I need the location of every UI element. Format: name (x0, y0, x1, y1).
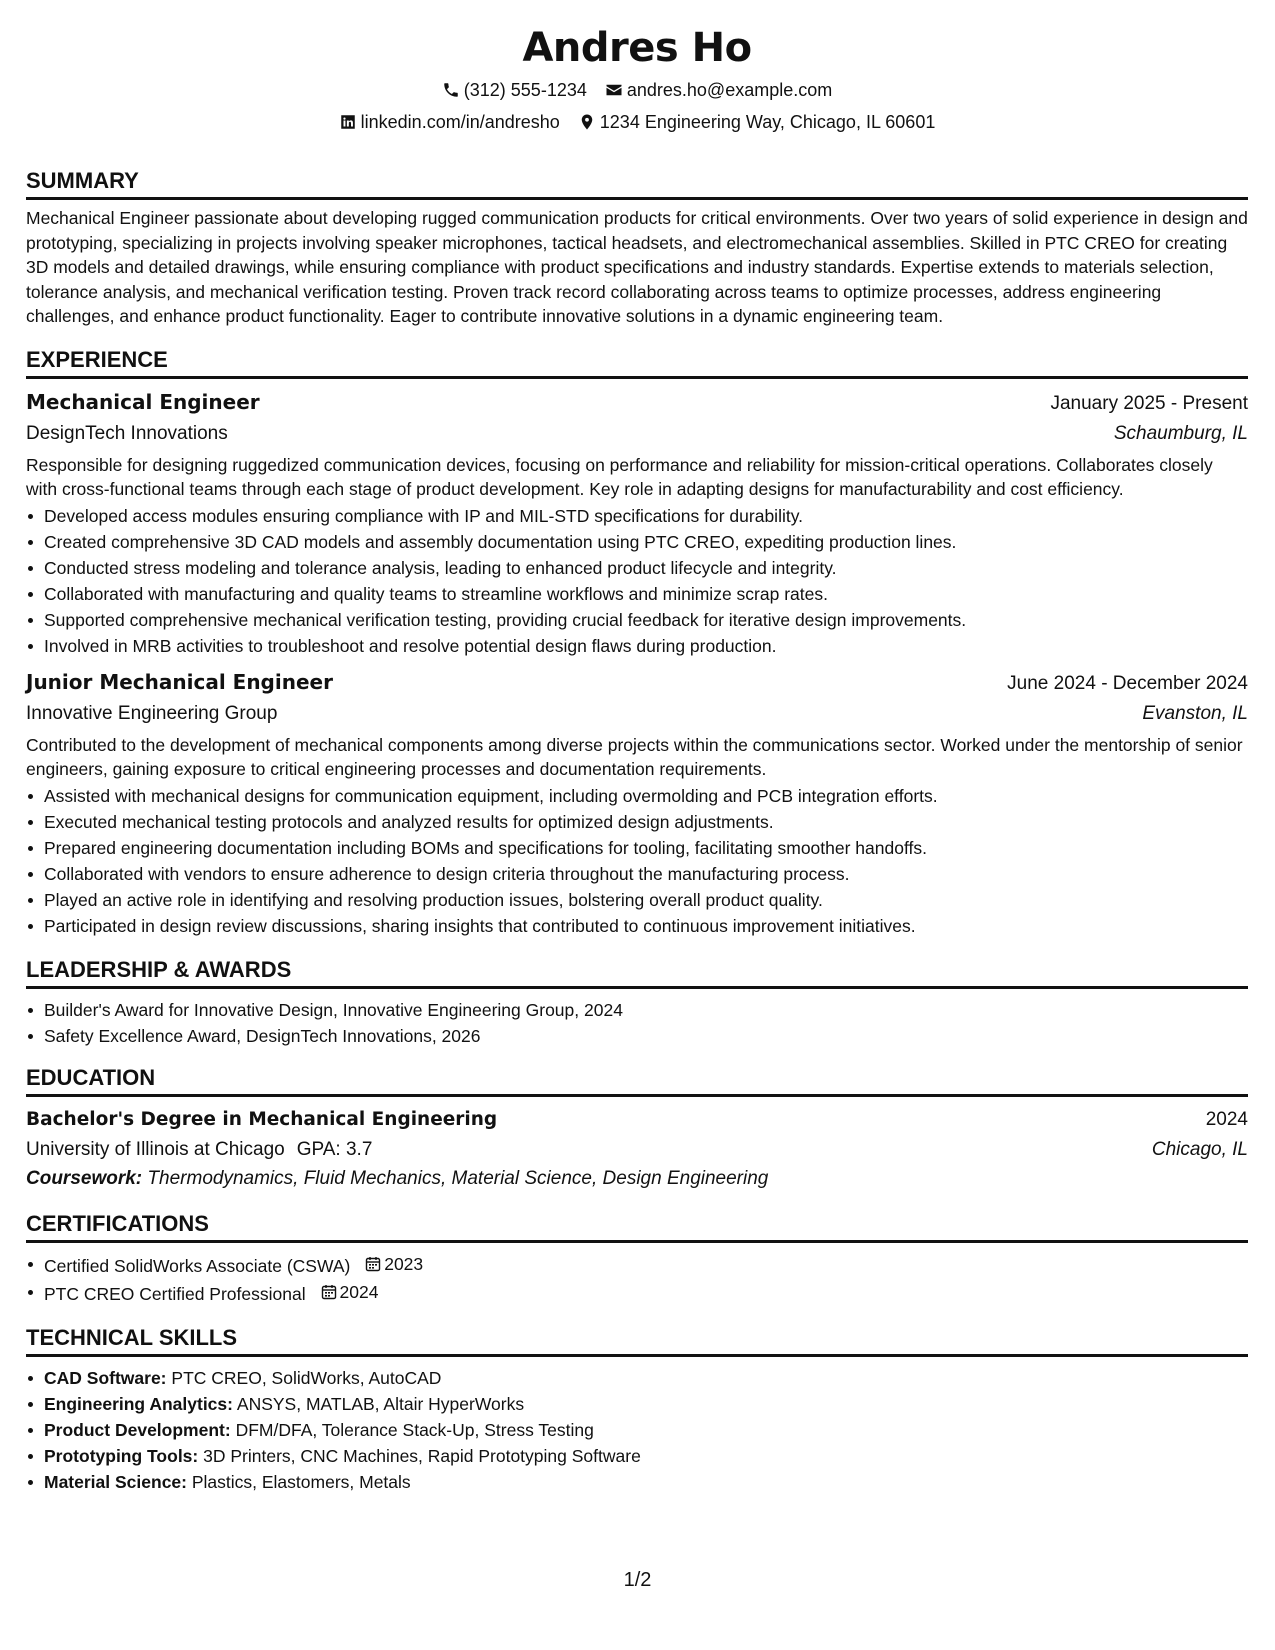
calendar-icon (321, 1284, 337, 1300)
list-item: Collaborated with vendors to ensure adherence to design criteria throughout the manufacturing process. (44, 861, 1248, 887)
phone-icon (442, 81, 460, 99)
page-number: 1/2 (623, 1569, 652, 1591)
section-title-education: EDUCATION (26, 1065, 1248, 1097)
list-item (44, 1417, 1248, 1443)
calendar-icon (365, 1256, 381, 1272)
certifications-list (26, 1251, 1248, 1307)
list-item (44, 1279, 1248, 1307)
job-location: Evanston, IL (1142, 702, 1248, 724)
skills-section (26, 1325, 1248, 1495)
contact-address (578, 110, 936, 134)
section-title-experience: EXPERIENCE (26, 347, 1248, 379)
skill-category: Product Development: (44, 1419, 231, 1440)
job-location: Schaumburg, IL (1113, 422, 1248, 444)
list-item (44, 1251, 1248, 1279)
section-title-skills: TECHNICAL SKILLS (26, 1325, 1248, 1357)
education-section (26, 1065, 1248, 1193)
job-dates: June 2024 - December 2024 (1007, 672, 1248, 694)
contact-row-1 (26, 78, 1248, 102)
envelope-icon (605, 81, 623, 99)
address-text: 1234 Engineering Way, Chicago, IL 60601 (599, 112, 936, 132)
skill-category: Material Science: (44, 1471, 187, 1492)
section-title-summary: SUMMARY (26, 168, 1248, 200)
job-company: DesignTech Innovations (26, 422, 228, 444)
contact-phone (442, 78, 587, 102)
education-degree: Bachelor's Degree in Mechanical Engineering (26, 1108, 498, 1130)
job-header-row (26, 667, 1248, 699)
job-dates: January 2025 - Present (1050, 392, 1248, 414)
coursework-text: Thermodynamics, Fluid Mechanics, Material Science, Design Engineering (147, 1167, 769, 1189)
job-description: Responsible for designing ruggedized communication devices, focusing on performance and reliability for mission-critical operations. Collaborates closely with cross-functional teams through each stage of product development. Key role in adapting designs for manufacturability and cost efficiency. (26, 454, 1213, 499)
linkedin-text[interactable]: linkedin.com/in/andresho (360, 112, 560, 132)
skill-category: Engineering Analytics: (44, 1393, 233, 1414)
skill-value: PTC CREO, SolidWorks, AutoCAD (171, 1367, 442, 1388)
education-header-row (26, 1105, 1248, 1135)
education-location: Chicago, IL (1151, 1138, 1248, 1160)
list-item: Builder's Award for Innovative Design, Innovative Engineering Group, 2024 (44, 997, 1248, 1023)
section-title-awards: LEADERSHIP & AWARDS (26, 957, 1248, 989)
job-description: Contributed to the development of mechanical components among diverse projects within the communications sector. Worked under the mentorship of senior engineers, gaining exposure to critical engineering processes and documentation requirements. (26, 734, 1243, 779)
job-header-row (26, 387, 1248, 419)
list-item: Played an active role in identifying and resolving production issues, bolstering overall product quality. (44, 887, 1248, 913)
cert-year-text: 2023 (384, 1253, 424, 1274)
job-bullets (26, 503, 1248, 659)
education-entry (26, 1105, 1248, 1193)
email-text[interactable]: andres.ho@example.com (626, 80, 833, 100)
job-entry (26, 667, 1248, 939)
linkedin-icon (339, 113, 357, 131)
job-company-row (26, 419, 1248, 449)
job-company: Innovative Engineering Group (26, 702, 278, 724)
skill-value: DFM/DFA, Tolerance Stack-Up, Stress Testing (235, 1419, 594, 1440)
job-bullets (26, 783, 1248, 939)
job-title: Mechanical Engineer (26, 389, 260, 414)
education-school-row (26, 1135, 1248, 1164)
phone-text: (312) 555-1234 (463, 80, 587, 100)
education-school: University of Illinois at Chicago (26, 1138, 285, 1160)
list-item: Collaborated with manufacturing and quality teams to streamline workflows and minimize scrap rates. (44, 581, 1248, 607)
list-item: Developed access modules ensuring compliance with IP and MIL-STD specifications for durability. (44, 503, 1248, 529)
skill-value: Plastics, Elastomers, Metals (191, 1471, 411, 1492)
list-item (44, 1391, 1248, 1417)
cert-year-text: 2024 (339, 1281, 379, 1302)
resume-page (26, 0, 1248, 1495)
list-item: Participated in design review discussions, sharing insights that contributed to continuous improvement initiatives. (44, 913, 1248, 939)
experience-section (26, 347, 1248, 939)
job-entry (26, 387, 1248, 659)
list-item: Prepared engineering documentation including BOMs and specifications for tooling, facilitating smoother handoffs. (44, 835, 1248, 861)
awards-section (26, 957, 1248, 1049)
list-item (44, 1469, 1248, 1495)
list-item: Created comprehensive 3D CAD models and assembly documentation using PTC CREO, expediting production lines. (44, 529, 1248, 555)
certifications-section (26, 1211, 1248, 1307)
job-company-row (26, 699, 1248, 729)
education-gpa: GPA: 3.7 (296, 1138, 373, 1160)
skill-category: CAD Software: (44, 1367, 167, 1388)
education-year: 2024 (1205, 1108, 1248, 1130)
coursework-label: Coursework: (26, 1167, 143, 1189)
list-item: Assisted with mechanical designs for communication equipment, including overmolding and PCB integration efforts. (44, 783, 1248, 809)
section-title-certifications: CERTIFICATIONS (26, 1211, 1248, 1243)
skill-category: Prototyping Tools: (44, 1445, 199, 1466)
cert-name: PTC CREO Certified Professional (44, 1283, 306, 1304)
awards-list (26, 997, 1248, 1049)
cert-year (321, 1279, 379, 1305)
list-item: Involved in MRB activities to troubleshoot and resolve potential design flaws during production. (44, 633, 1248, 659)
cert-year (365, 1251, 423, 1277)
candidate-name: Andres Ho (522, 25, 752, 71)
skill-value: ANSYS, MATLAB, Altair HyperWorks (236, 1393, 525, 1414)
education-school-line (26, 1135, 372, 1164)
summary-text: Mechanical Engineer passionate about developing rugged communication products for critical environments. Over two years of solid experience in design and prototyping, specializing in projects involving speaker microphones, tactical headsets, and electromechanical assemblies. Skilled in PTC CREO for creating 3D models and detailed drawings, while ensuring compliance with product specifications and industry standards. Expertise extends to materials selection, tolerance analysis, and mechanical verification testing. Proven track record collaborating across teams to optimize processes, address engineering challenges, and enhance product functionality. Eager to contribute innovative solutions in a dynamic engineering team. (26, 208, 1248, 326)
list-item: Conducted stress modeling and tolerance analysis, leading to enhanced product lifecycle and integrity. (44, 555, 1248, 581)
list-item: Supported comprehensive mechanical verification testing, providing crucial feedback for iterative design improvements. (44, 607, 1248, 633)
contact-linkedin[interactable] (339, 110, 560, 134)
education-coursework (26, 1164, 1248, 1193)
summary-section (26, 168, 1248, 329)
map-marker-icon (578, 113, 596, 131)
list-item: Executed mechanical testing protocols and analyzed results for optimized design adjustments. (44, 809, 1248, 835)
list-item: Safety Excellence Award, DesignTech Innovations, 2026 (44, 1023, 1248, 1049)
list-item (44, 1365, 1248, 1391)
skills-list (26, 1365, 1248, 1495)
skill-value: 3D Printers, CNC Machines, Rapid Prototyping Software (203, 1445, 641, 1466)
list-item (44, 1443, 1248, 1469)
contact-row-2 (26, 110, 1248, 134)
job-title: Junior Mechanical Engineer (26, 669, 333, 694)
contact-email[interactable] (605, 78, 832, 102)
cert-name: Certified SolidWorks Associate (CSWA) (44, 1255, 351, 1276)
